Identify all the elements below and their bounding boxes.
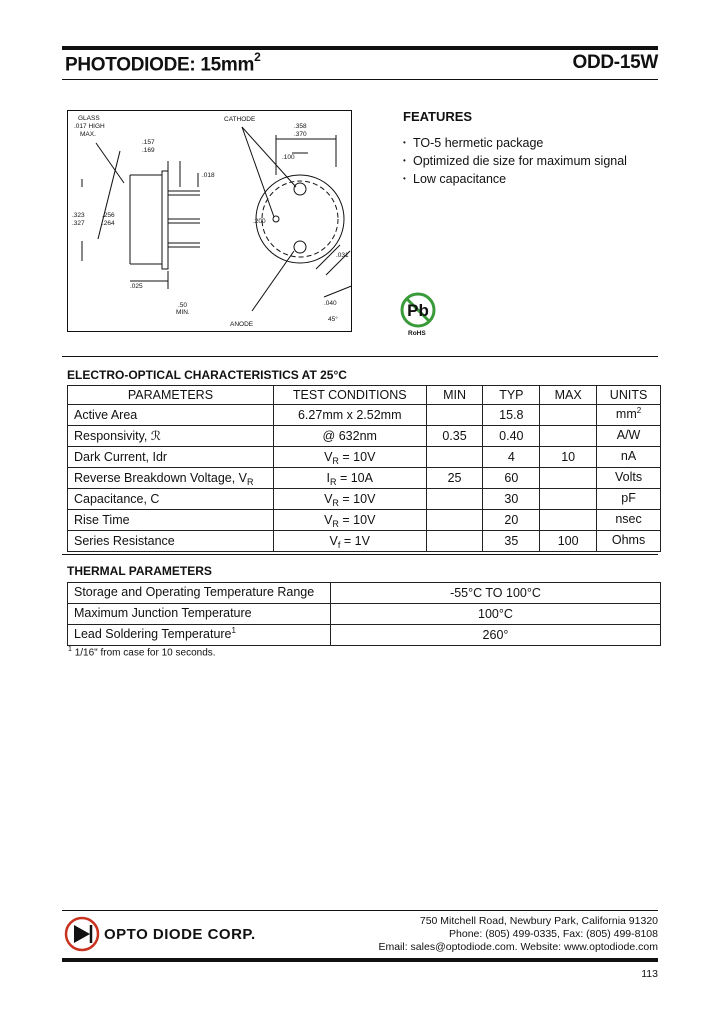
rohs-badge: [398, 290, 442, 342]
min-cell: [426, 531, 483, 552]
label-glass-high: .017 HIGH: [74, 123, 105, 130]
typ-cell: 30: [483, 489, 540, 510]
typ-cell: 60: [483, 468, 540, 489]
units-cell: Ohms: [597, 531, 661, 552]
min-cell: 0.35: [426, 426, 483, 447]
top-rule: [62, 46, 658, 50]
units-cell: nA: [597, 447, 661, 468]
section-rule: [62, 554, 658, 555]
table-row: [68, 405, 661, 426]
label-glass-max: MAX.: [80, 131, 96, 138]
max-cell: [540, 426, 597, 447]
electro-optical-table: [67, 385, 661, 552]
max-cell: 10: [540, 447, 597, 468]
typ-cell: 20: [483, 510, 540, 531]
table-header-row: [68, 386, 661, 405]
max-cell: [540, 468, 597, 489]
cond-cell: $V_R = 10V$: [273, 510, 426, 531]
company-phone: Phone: (805) 499-0335, Fax: (805) 499-8108: [449, 928, 658, 940]
label-dim-100: .100: [282, 154, 295, 161]
min-cell: [426, 405, 483, 426]
min-cell: [426, 447, 483, 468]
value-cell: 260°: [330, 625, 660, 646]
cond-cell: $V_R = 10V$: [273, 447, 426, 468]
feature-item: • Optimized die size for maximum signal: [403, 152, 627, 170]
units-cell: pF: [597, 489, 661, 510]
label-dim-169: .169: [142, 147, 155, 154]
feature-item: • Low capacitance: [403, 170, 627, 188]
col-header: UNITS: [597, 386, 661, 405]
table-row: [68, 468, 661, 489]
table-row: [68, 489, 661, 510]
label-dim-256: .256: [102, 212, 115, 219]
label-cathode: CATHODE: [224, 116, 256, 123]
label-dim-031: .031: [336, 252, 349, 259]
col-header: MIN: [426, 386, 483, 405]
label-dim-018: .018: [202, 172, 215, 179]
cond-cell: $V_f = 1V$: [273, 531, 426, 552]
label-dim-min: MIN.: [176, 309, 190, 316]
label-dim-025: .025: [130, 283, 143, 290]
footer-rule-bottom: [62, 958, 658, 962]
col-header: MAX: [540, 386, 597, 405]
label-dim-45: 45°: [328, 316, 338, 323]
side-view: [82, 143, 200, 289]
cond-cell: @ 632nm: [273, 426, 426, 447]
features-list: [403, 134, 627, 188]
table-row: [68, 625, 661, 646]
rohs-symbol: Pb: [407, 301, 429, 320]
table-row: [68, 510, 661, 531]
label-dim-323: .323: [72, 212, 85, 219]
cond-cell: $V_R = 10V$: [273, 489, 426, 510]
table-row: [68, 426, 661, 447]
company-email: Email: sales@optodiode.com. Website: www.optodiode.com: [378, 941, 658, 953]
units-cell: nsec: [597, 510, 661, 531]
typ-cell: 35: [483, 531, 540, 552]
param-cell: Rise Time: [68, 510, 274, 531]
param-cell: Capacitance, C: [68, 489, 274, 510]
col-header: PARAMETERS: [68, 386, 274, 405]
cond-cell: $I_R = 10A$: [273, 468, 426, 489]
units-cell: Volts: [597, 468, 661, 489]
max-cell: [540, 510, 597, 531]
label-glass: GLASS: [78, 115, 100, 122]
package-drawing: [67, 110, 352, 332]
typ-cell: 15.8: [483, 405, 540, 426]
cond-cell: 6.27mm x 2.52mm: [273, 405, 426, 426]
param-cell: Reverse Breakdown Voltage, $V_R$: [68, 468, 274, 489]
thermal-table: [67, 582, 661, 646]
param-cell: Lead Soldering Temperature$^1$: [68, 625, 331, 646]
value-cell: -55°C TO 100°C: [330, 583, 660, 604]
units-cell: $mm^2$: [597, 405, 661, 426]
company-logo: [64, 916, 100, 952]
features-heading: FEATURES: [403, 109, 473, 124]
thermal-heading: THERMAL PARAMETERS: [67, 564, 212, 578]
label-dim-327: .327: [72, 220, 85, 227]
table-row: [68, 531, 661, 552]
param-cell: Series Resistance: [68, 531, 274, 552]
typ-cell: 4: [483, 447, 540, 468]
min-cell: [426, 510, 483, 531]
col-header: TEST CONDITIONS: [273, 386, 426, 405]
value-cell: 100°C: [330, 604, 660, 625]
max-cell: [540, 489, 597, 510]
param-cell: Storage and Operating Temperature Range: [68, 583, 331, 604]
units-cell: A/W: [597, 426, 661, 447]
label-dim-50: .50: [178, 302, 188, 309]
label-dim-040: .040: [324, 300, 337, 307]
feature-item: • TO-5 hermetic package: [403, 134, 627, 152]
label-dim-264: .264: [102, 220, 115, 227]
footnote: $^1$ 1/16" from case for 10 seconds.: [68, 646, 216, 659]
label-dim-370: .370: [294, 131, 307, 138]
param-cell: Active Area: [68, 405, 274, 426]
company-address: 750 Mitchell Road, Newbury Park, California 91320: [419, 915, 658, 927]
table-row: [68, 583, 661, 604]
section-rule: [62, 356, 658, 357]
label-dim-358: .358: [294, 123, 307, 130]
max-cell: 100: [540, 531, 597, 552]
page-number: 113: [641, 968, 658, 980]
table-row: [68, 604, 661, 625]
footer-rule-top: [62, 910, 658, 911]
min-cell: [426, 489, 483, 510]
part-number: ODD-15W: [572, 52, 658, 73]
param-cell: Responsivity, ℛ: [68, 426, 274, 447]
label-dim-200: .200: [253, 218, 266, 225]
col-header: TYP: [483, 386, 540, 405]
label-dim-157: .157: [142, 139, 155, 146]
param-cell: Dark Current, Idr: [68, 447, 274, 468]
company-name: OPTO DIODE CORP.: [104, 926, 256, 943]
param-cell: Maximum Junction Temperature: [68, 604, 331, 625]
label-anode: ANODE: [230, 321, 254, 328]
title-underline: [62, 79, 658, 80]
rohs-label: RoHS: [408, 330, 426, 337]
page-title: PHOTODIODE: $15mm^2$: [65, 50, 261, 76]
table-row: [68, 447, 661, 468]
min-cell: 25: [426, 468, 483, 489]
max-cell: [540, 405, 597, 426]
electro-optical-heading: ELECTRO-OPTICAL CHARACTERISTICS AT 25°C: [67, 368, 347, 382]
typ-cell: 0.40: [483, 426, 540, 447]
